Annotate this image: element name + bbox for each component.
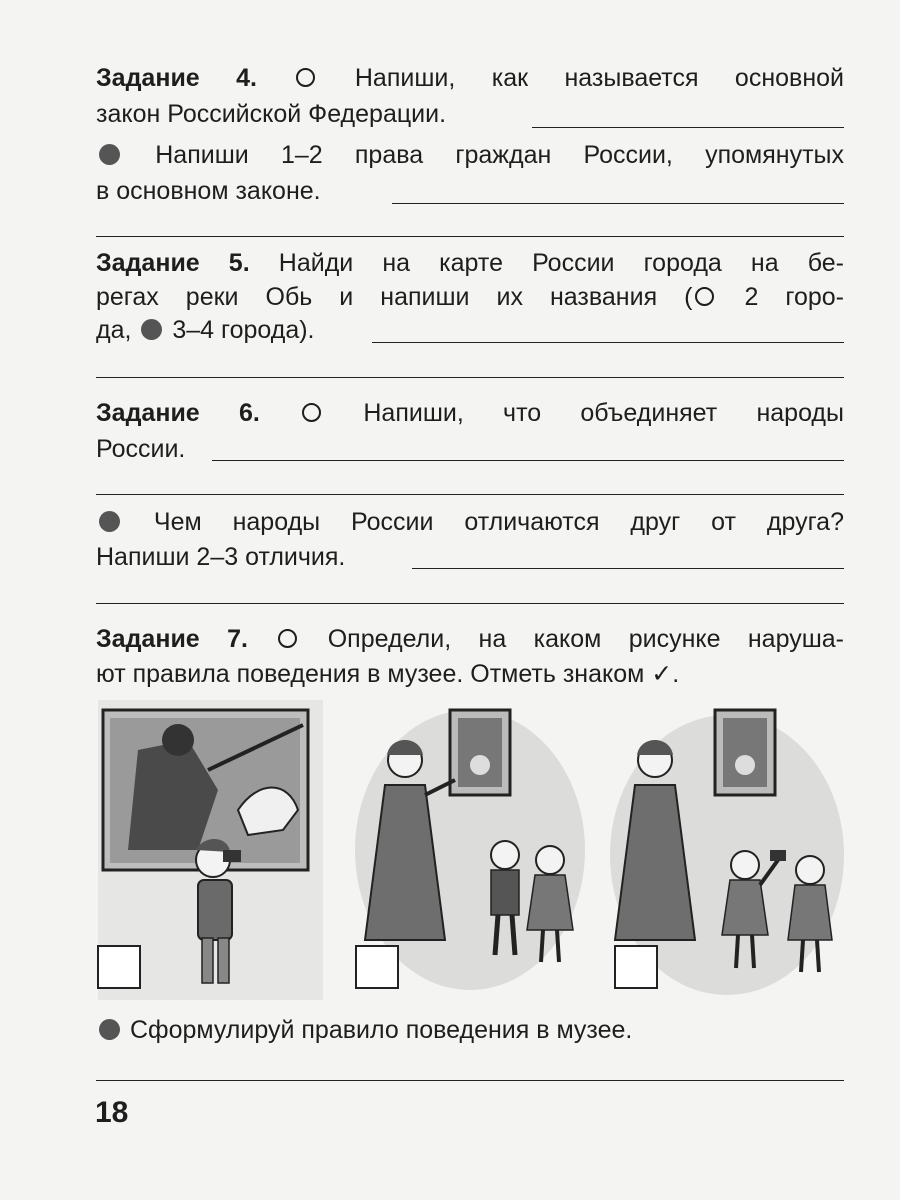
task4-basic-text: Напиши, как называется основной <box>354 64 844 92</box>
task7-adv-text: Сформулируй правило поведения в музее. <box>129 1016 633 1044</box>
task7-line2: ют правила поведения в музее. Отметь знаком ✓. <box>96 660 680 688</box>
page-number: 18 <box>95 1096 129 1129</box>
task6-label: Задание 6. <box>96 399 260 427</box>
task5-text3a: да, <box>96 316 132 344</box>
basic-level-circle-icon <box>278 629 297 648</box>
task6-answer-line-1[interactable] <box>212 460 844 461</box>
task4-answer-line-3[interactable] <box>96 236 844 237</box>
task5-answer-line-1[interactable] <box>372 342 844 343</box>
task6-answer-line-3[interactable] <box>412 568 844 569</box>
task6-adv-line1 <box>96 507 844 537</box>
basic-level-circle-icon <box>302 403 321 422</box>
task6-line1 <box>96 398 844 428</box>
basic-level-circle-icon <box>695 287 714 306</box>
advanced-level-filled-circle-icon <box>99 144 120 165</box>
task7-label: Задание 7. <box>96 625 248 653</box>
task4-line2: закон Российской Федерации. <box>96 100 447 128</box>
task5-text2b: 2 горо- <box>744 283 844 311</box>
task5-line2 <box>96 282 844 312</box>
task5-text3b: 3–4 города). <box>172 316 315 344</box>
task4-label: Задание 4. <box>96 64 257 92</box>
task4-adv-line2: в основном законе. <box>96 177 321 205</box>
task5-text1: Найди на карте России города на бе- <box>278 249 844 277</box>
task4-adv-text: Напиши 1–2 права граждан России, упомянутых <box>155 141 844 169</box>
picture-1-checkbox[interactable] <box>97 945 141 989</box>
task6-adv-text: Чем народы России отличаются друг от друга? <box>153 508 844 536</box>
task7-adv-line <box>96 1015 844 1045</box>
task6-answer-line-4[interactable] <box>96 603 844 604</box>
basic-level-circle-icon <box>296 68 315 87</box>
task7-line1 <box>96 624 844 654</box>
task5-line3 <box>96 315 844 345</box>
picture-2-checkbox[interactable] <box>355 945 399 989</box>
task5-label: Задание 5. <box>96 249 250 277</box>
task6-answer-line-2[interactable] <box>96 494 844 495</box>
task5-text2: регах реки Обь и напиши их названия ( <box>96 283 693 311</box>
task4-answer-line-2[interactable] <box>392 203 844 204</box>
advanced-level-filled-circle-icon <box>99 511 120 532</box>
task4-line1 <box>96 63 844 93</box>
task6-basic-text: Напиши, что объединяет народы <box>363 399 844 427</box>
task6-line2: России. <box>96 435 186 463</box>
task5-line1 <box>96 248 844 278</box>
task5-answer-line-2[interactable] <box>96 377 844 378</box>
task7-text1: Определи, на каком рисунке наруша- <box>327 625 844 653</box>
advanced-level-filled-circle-icon <box>99 1019 120 1040</box>
task7-answer-line[interactable] <box>96 1080 844 1081</box>
task6-adv-line2: Напиши 2–3 отличия. <box>96 543 346 571</box>
task4-answer-line-1[interactable] <box>532 127 844 128</box>
picture-3-checkbox[interactable] <box>614 945 658 989</box>
task4-adv-line1 <box>96 140 844 170</box>
advanced-level-filled-circle-icon <box>141 319 162 340</box>
